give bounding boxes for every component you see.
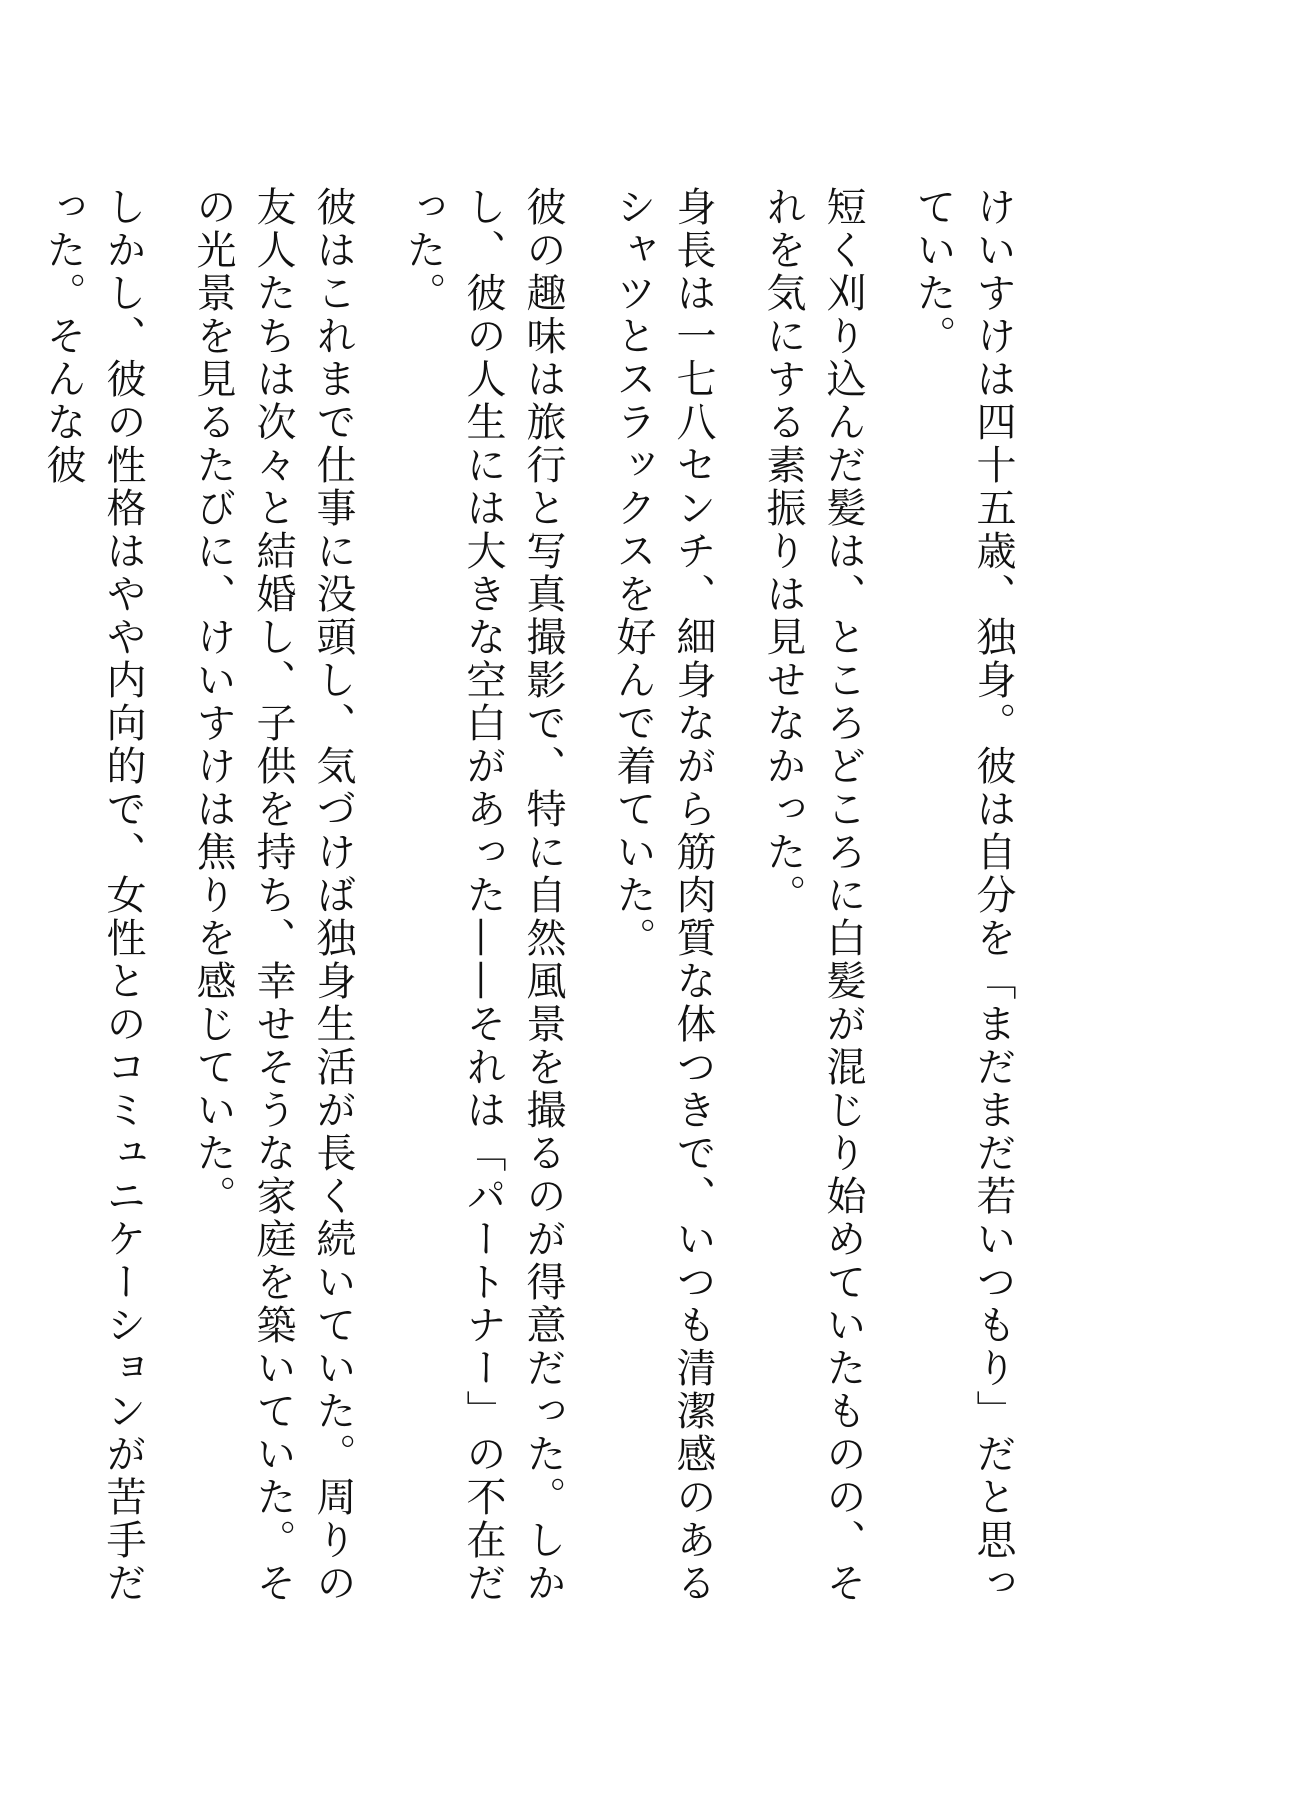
paragraph-3: 身長は一七八センチ、細身ながら筋肉質な体つきで、いつも清潔感のあるシャツとスラックスを好んで着ていた。 xyxy=(610,186,716,1605)
paragraph-5: 彼はこれまで仕事に没頭し、気づけば独身生活が長く続いていた。周りの友人たちは次々と結婚し、子供を持ち、幸せそうな家庭を築いていた。その光景を見るたびに、けいすけは焦りを感じていた。 xyxy=(190,186,356,1605)
paragraph-2: 短く刈り込んだ髪は、ところどころに白髪が混じり始めていたものの、それを気にする素振りは見せなかった。 xyxy=(760,186,866,1605)
paragraph-1: けいすけは四十五歳、独身。彼は自分を「まだまだ若いつもり」だと思っていた。 xyxy=(910,186,1016,1605)
vertical-text-body xyxy=(3,186,1023,1646)
paragraph-4: 彼の趣味は旅行と写真撮影で、特に自然風景を撮るのが得意だった。しかし、彼の人生には大きな空白があった——それは「パートナー」の不在だった。 xyxy=(400,186,566,1605)
paragraph-6: しかし、彼の性格はやや内向的で、女性とのコミュニケーションが苦手だった。そんな彼 xyxy=(40,186,146,1605)
